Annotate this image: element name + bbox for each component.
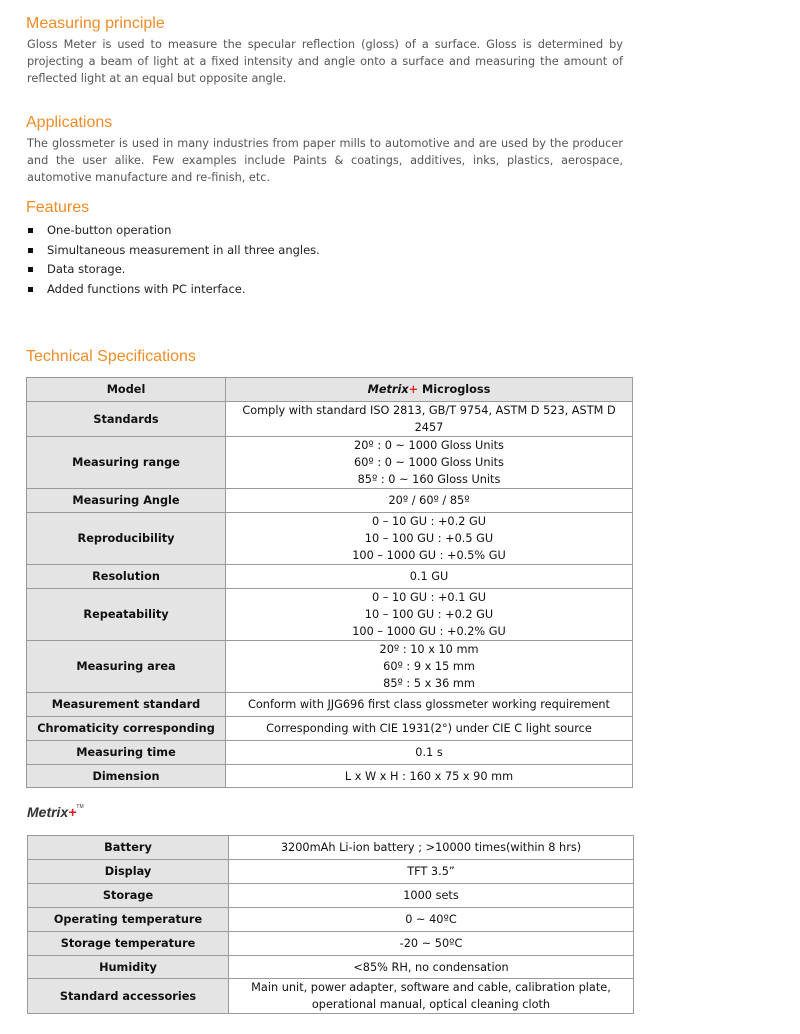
spec-label-cell: Battery [28, 836, 229, 860]
measuring-principle-heading: Measuring principle [26, 15, 165, 32]
product-name: Microgloss [418, 383, 491, 396]
table-row [27, 489, 633, 513]
table-row [28, 979, 634, 1014]
table-row [28, 884, 634, 908]
table-row [27, 402, 633, 437]
table-row [28, 932, 634, 956]
spec-value-line: 3200mAh Li-ion battery ; >10000 times(within 8 hrs) [280, 841, 582, 854]
spec-value-line: 20º : 0 ~ 1000 Gloss Units [354, 439, 504, 452]
spec-label-cell: Measurement standard [27, 693, 226, 717]
spec-value-line: 100 – 1000 GU : +0.5% GU [352, 549, 506, 562]
spec-value-line: TFT 3.5” [407, 865, 455, 878]
spec-label-cell: Reproducibility [27, 513, 226, 565]
spec-value-cell [226, 513, 633, 565]
spec-label-cell: Standard accessories [28, 979, 229, 1014]
measuring-principle-text: Gloss Meter is used to measure the specular reflection (gloss) of a surface. Gloss is determined by projecting a beam of light at a fixed intensity and angle onto a surface and measuring the amount of reflected light at an equal but opposite angle. [27, 38, 623, 85]
spec-value-line: 100 – 1000 GU : +0.2% GU [352, 625, 506, 638]
spec-label-cell: Resolution [27, 565, 226, 589]
feature-item: Data storage. [27, 260, 320, 280]
brand-name: Metrix [367, 383, 409, 396]
spec-value-line: 20º : 10 x 10 mm [379, 643, 479, 656]
spec-label-cell: Measuring time [27, 741, 226, 765]
additional-specs-table [27, 835, 634, 1014]
spec-value-line: 0 – 10 GU : +0.1 GU [371, 591, 487, 604]
table-header-row [27, 378, 633, 402]
applications-text: The glossmeter is used in many industries from paper mills to automotive and are used by the producer and the user alike. Few examples include Paints & coatings, additives, inks, plastics, aerospace, automotive manufacture and re-finish, etc. [27, 137, 623, 184]
spec-value-line: Corresponding with CIE 1931(2°) under CIE C light source [266, 722, 592, 735]
spec-value-cell [229, 884, 634, 908]
spec-value-cell [226, 741, 633, 765]
features-list [27, 221, 320, 299]
spec-value-line: 60º : 0 ~ 1000 Gloss Units [354, 456, 504, 469]
spec-label-cell: Dimension [27, 765, 226, 788]
spec-label-cell: Standards [27, 402, 226, 437]
spec-value-line: 0.1 GU [409, 570, 449, 583]
spec-value-cell [229, 979, 634, 1014]
tech-specs-table [26, 377, 633, 788]
model-value-cell [226, 378, 633, 402]
bullet-square-icon [28, 248, 33, 253]
spec-value-line: 10 – 100 GU : +0.2 GU [364, 608, 494, 621]
spec-label-cell: Measuring area [27, 641, 226, 693]
feature-item: Added functions with PC interface. [27, 280, 320, 300]
table-row [27, 641, 633, 693]
spec-value-line: -20 ~ 50ºC [399, 937, 463, 950]
spec-label-cell: Measuring range [27, 437, 226, 489]
spec-value-cell [229, 932, 634, 956]
spec-value-line: Comply with standard ISO 2813, GB/T 9754, ASTM D 523, ASTM D [242, 404, 616, 417]
spec-label-cell: Repeatability [27, 589, 226, 641]
table-row [28, 956, 634, 979]
spec-label-cell: Humidity [28, 956, 229, 979]
spec-value-line: 2457 [414, 421, 444, 434]
spec-label-cell: Operating temperature [28, 908, 229, 932]
spec-value-line: <85% RH, no condensation [353, 960, 509, 974]
table-row [27, 765, 633, 788]
spec-label-cell: Storage [28, 884, 229, 908]
spec-value-line: 0 ~ 40ºC [405, 913, 457, 926]
spec-value-line: 1000 sets [403, 889, 459, 902]
spec-label-cell: Display [28, 860, 229, 884]
feature-item: Simultaneous measurement in all three angles. [27, 241, 320, 261]
spec-value-cell [226, 693, 633, 717]
spec-value-cell [226, 402, 633, 437]
spec-value-cell [229, 908, 634, 932]
table-row [28, 860, 634, 884]
feature-item: One-button operation [27, 221, 320, 241]
table-row [27, 565, 633, 589]
tech-specs-heading: Technical Specifications [26, 348, 196, 365]
spec-value-line: L x W x H : 160 x 75 x 90 mm [344, 769, 514, 783]
spec-value-line: Conform with JJG696 first class glossmeter working requirement [248, 698, 610, 711]
spec-value-cell [226, 589, 633, 641]
table-row [28, 908, 634, 932]
table-row [27, 513, 633, 565]
bullet-square-icon [28, 267, 33, 272]
spec-value-line: Main unit, power adapter, software and cable, calibration plate, [251, 981, 611, 994]
spec-label-cell: Chromaticity corresponding [27, 717, 226, 741]
table-row [27, 437, 633, 489]
bullet-square-icon [28, 287, 33, 292]
spec-value-line: 85º : 5 x 36 mm [383, 677, 475, 690]
spec-value-cell [226, 565, 633, 589]
bullet-square-icon [28, 228, 33, 233]
spec-value-cell [226, 437, 633, 489]
spec-value-line: 0.1 s [415, 746, 443, 759]
brand-plus: + [408, 383, 419, 396]
spec-value-line: 20º / 60º / 85º [388, 494, 470, 507]
table-row [27, 589, 633, 641]
spec-value-line: 10 – 100 GU : +0.5 GU [364, 532, 494, 545]
table-row [28, 836, 634, 860]
spec-value-line: 0 – 10 GU : +0.2 GU [371, 515, 487, 528]
spec-value-line: operational manual, optical cleaning cloth [311, 998, 551, 1011]
spec-label-cell: Storage temperature [28, 932, 229, 956]
spec-value-cell [226, 641, 633, 693]
spec-value-cell [226, 489, 633, 513]
model-header-cell: Model [27, 378, 226, 402]
table-row [27, 741, 633, 765]
spec-value-line: 85º : 0 ~ 160 Gloss Units [357, 473, 501, 486]
spec-value-cell [229, 956, 634, 979]
applications-heading: Applications [26, 114, 113, 131]
metrix-logo: Metrix+™ [27, 804, 84, 820]
table-row [27, 693, 633, 717]
spec-value-cell [226, 765, 633, 788]
spec-value-line: 60º : 9 x 15 mm [383, 660, 475, 673]
table-row [27, 717, 633, 741]
features-heading: Features [26, 199, 90, 216]
spec-value-cell [226, 717, 633, 741]
spec-value-cell [229, 836, 634, 860]
spec-value-cell [229, 860, 634, 884]
spec-label-cell: Measuring Angle [27, 489, 226, 513]
